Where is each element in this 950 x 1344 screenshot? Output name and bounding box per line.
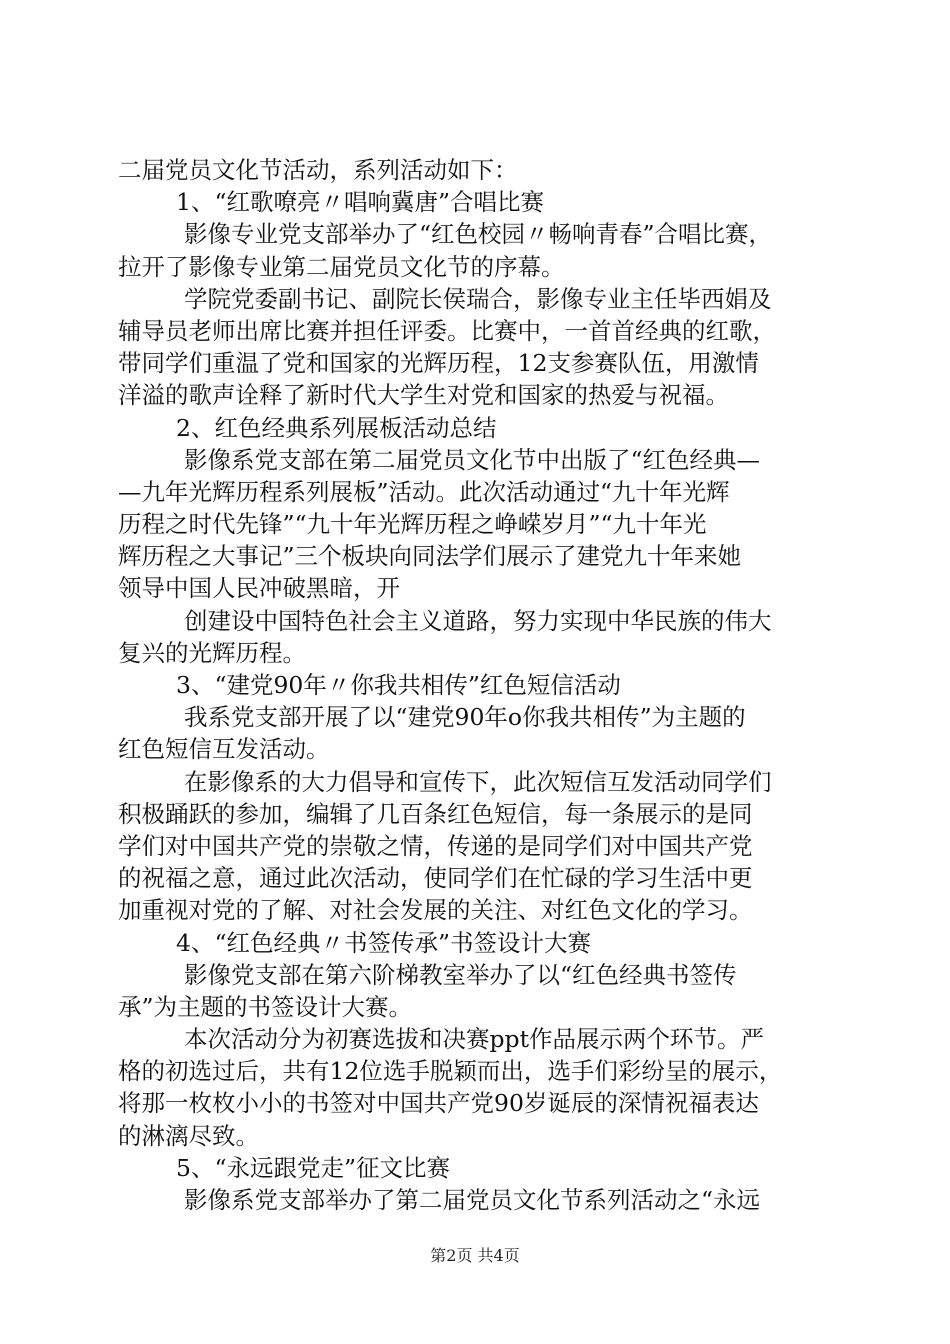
page-footer: 第2页 共4页 [430,1246,520,1265]
text-line: 领导中国人民冲破黑暗，开 [118,574,400,603]
document-body [118,154,836,1216]
text-line: 二届党员文化节活动，系列活动如下： [118,156,518,184]
text-line: 洋溢的歌声诠释了新时代大学生对党和国家的热爱与祝福。 [118,381,729,410]
text-line: 影像系党支部在第二届党员文化节中出版了“红色经典— [184,445,761,474]
text-line: 1、“红歌嘹亮〃唱响冀唐”合唱比赛 [176,188,544,217]
text-line: 本次活动分为初赛选拔和决赛ppt作品展示两个环节。严 [184,1025,765,1054]
text-line: 影像系党支部举办了第二届党员文化节系列活动之“永远 [184,1186,761,1214]
text-line: 我系党支部开展了以“建党90年o你我共相传”为主题的 [184,703,746,732]
text-line: 的祝福之意，通过此次活动，使同学们在忙碌的学习生活中更 [118,864,753,893]
text-line: 复兴的光辉历程。 [118,638,306,667]
text-line: 影像党支部在第六阶梯教室举办了以“红色经典书签传 [184,960,737,989]
text-line: 影像专业党支部举办了“红色校园〃畅响青春”合唱比赛， [184,220,773,249]
text-line: 学们对中国共产党的崇敬之情，传递的是同学们对中国共产党 [118,831,753,860]
text-line: 加重视对党的了解、对社会发展的关注、对红色文化的学习。 [118,896,753,925]
text-line: 辅导员老师出席比赛并担任评委。比赛中，一首首经典的红歌， [118,316,776,345]
text-line: 历程之时代先锋”“九十年光辉历程之峥嵘岁月”“九十年光 [118,510,707,539]
text-line: 创建设中国特色社会主义道路，努力实现中华民族的伟大 [184,606,772,635]
text-line: 3、“建党90年〃你我共相传”红色短信活动 [176,671,621,699]
text-line: 带同学们重温了党和国家的光辉历程，12支参赛队伍，用激情 [118,349,759,378]
text-line: 格的初选过后，共有12位选手脱颖而出，选手们彩纷呈的展示， [118,1057,783,1086]
text-line: 4、“红色经典〃书签传承”书签设计大赛 [176,928,591,957]
text-line: 辉历程之大事记”三个板块向同法学们展示了建党九十年来她 [118,542,742,571]
text-line: 学院党委副书记、副院长侯瑞合，影像专业主任毕西娟及 [184,284,772,313]
text-line: 5、“永远跟党走”征文比赛 [176,1153,450,1182]
text-line: 将那一枚枚小小的书签对中国共产党90岁诞辰的深情祝福表达 [118,1089,759,1118]
text-line: 在影像系的大力倡导和宣传下，此次短信互发活动同学们 [184,767,772,796]
text-line: 红色短信互发活动。 [118,735,330,764]
text-line: —九年光辉历程系列展板”活动。此次活动通过“九十年光辉 [118,477,730,506]
text-line: 2、红色经典系列展板活动总结 [176,413,497,442]
text-line: 积极踊跃的参加，编辑了几百条红色短信，每一条展示的是同 [118,799,753,828]
text-line: 的淋漓尽致。 [118,1121,259,1150]
text-line: 拉开了影像专业第二届党员文化节的序幕。 [118,252,565,281]
text-line: 承”为主题的书签设计大赛。 [118,992,413,1021]
